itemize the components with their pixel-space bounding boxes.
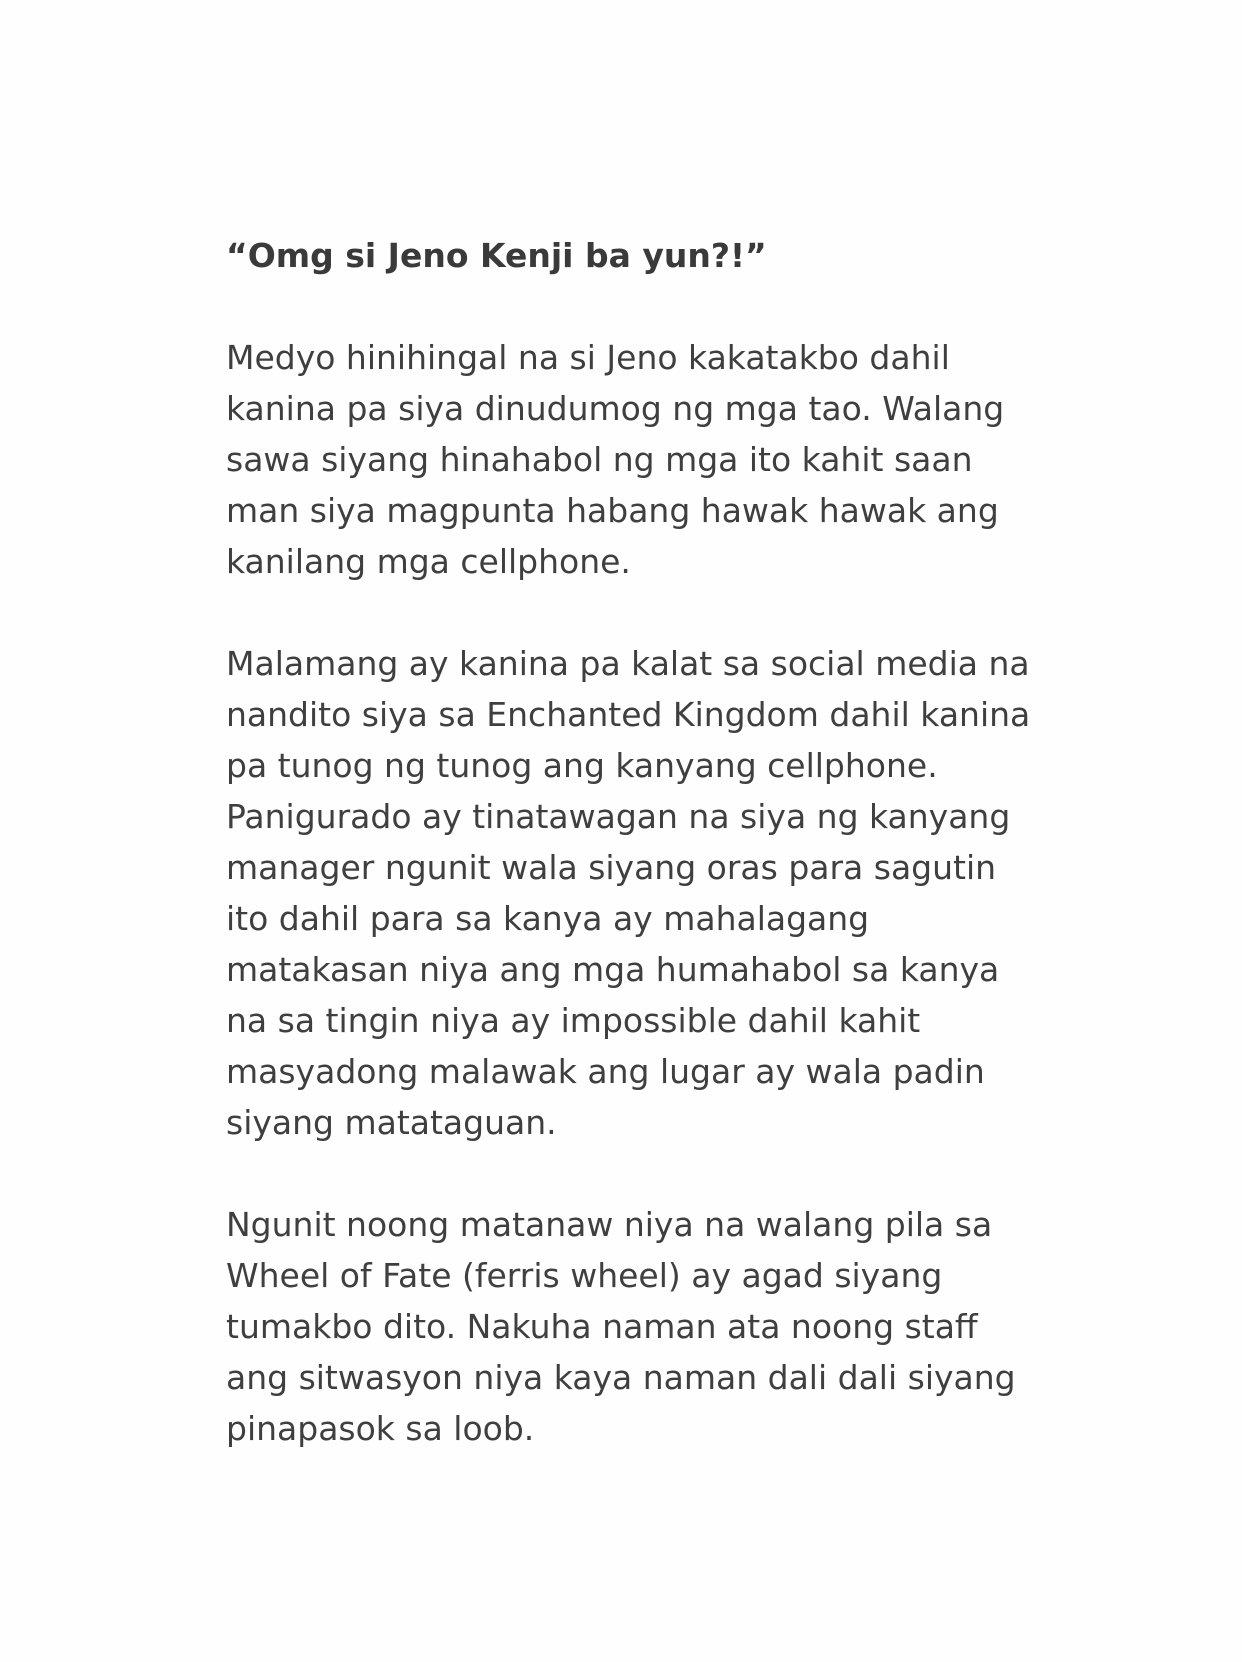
text-line: masyadong malawak ang lugar ay wala padin [226,1052,985,1091]
text-line: matakasan niya ang mga humahabol sa kanya [226,950,1000,989]
text-line: Wheel of Fate (ferris wheel) ay agad siyang [226,1256,943,1295]
dialogue-text: “Omg si Jeno Kenji ba yun?!” [226,236,767,275]
text-line: kanilang mga cellphone. [226,542,631,581]
text-line: na sa tingin niya ay impossible dahil kahit [226,1001,921,1040]
paragraph-1 [226,332,1026,587]
text-line: Malamang ay kanina pa kalat sa social media na [226,644,1030,683]
text-line: man siya magpunta habang hawak hawak ang [226,491,999,530]
dialogue-line [226,230,1026,281]
text-line: ito dahil para sa kanya ay mahalagang [226,899,870,938]
text-line: manager ngunit wala siyang oras para sagutin [226,848,997,887]
text-line: kanina pa siya dinudumog ng mga tao. Walang [226,389,1005,428]
text-line: tumakbo dito. Nakuha naman ata noong staff [226,1307,978,1346]
text-line: Medyo hinihingal na si Jeno kakatakbo dahil [226,338,950,377]
text-line: pinapasok sa loob. [226,1409,535,1448]
text-line: siyang matataguan. [226,1103,557,1142]
text-line: Ngunit noong matanaw niya na walang pila sa [226,1205,993,1244]
text-line: sawa siyang hinahabol ng mga ito kahit saan [226,440,973,479]
paragraph-3 [226,1199,1026,1454]
story-text [226,230,1031,1505]
text-line: pa tunog ng tunog ang kanyang cellphone. [226,746,938,785]
text-line: ang sitwasyon niya kaya naman dali dali siyang [226,1358,1016,1397]
text-line: nandito siya sa Enchanted Kingdom dahil kanina [226,695,1031,734]
paragraph-2 [226,638,1031,1148]
text-line: Panigurado ay tinatawagan na siya ng kanyang [226,797,1011,836]
